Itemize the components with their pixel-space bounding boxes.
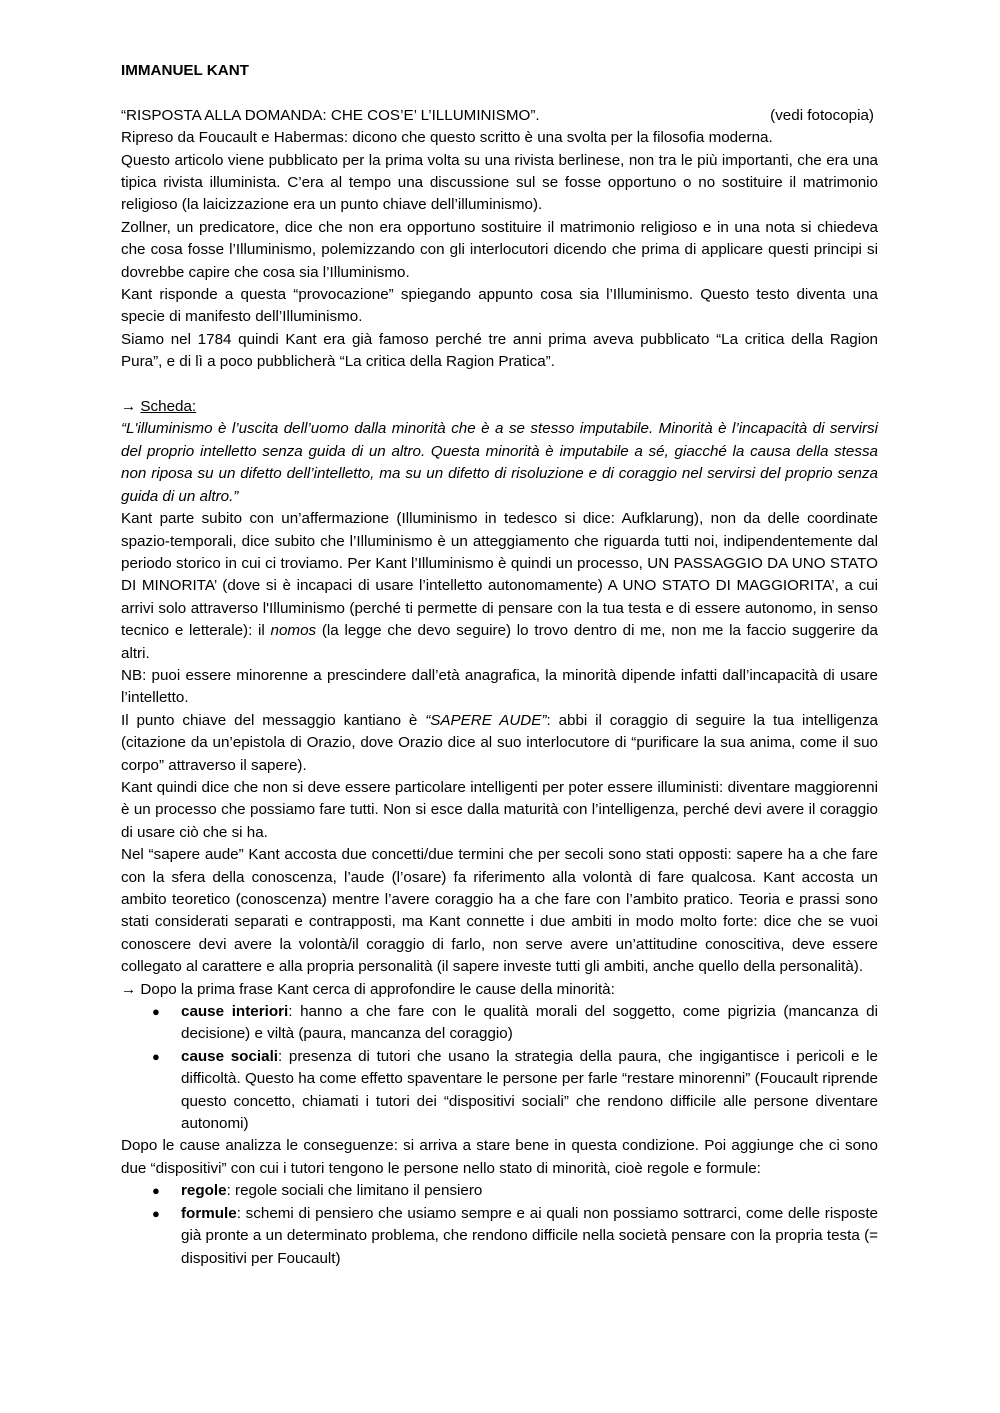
text-run: Il punto chiave del messaggio kantiano è — [121, 711, 426, 729]
list-item — [121, 1203, 878, 1270]
spacer — [121, 374, 878, 396]
text-run: Kant parte subito con un’affermazione (Illuminismo in tedesco si dice: Aufklarung), non da delle coordinate spazio-temporali, dice subito che l’Illuminismo è un atteggiamento che riguarda tutti noi, indipendentemente dal periodo storico in cui ci troviamo. Per Kant l’Illuminismo è quindi un processo, UN PASSAGGIO DA UNO STATO DI MINORITA’ (dove si è incapaci di usare l’intelletto autonomamente) A UNO STATO DI MAGGIORITA’, a cui arrivi solo attraverso l'Illuminismo (perché ti permette di pensare con la tua testa e di essere autonomo, in senso tecnico e letterale): il — [121, 510, 878, 640]
bullet-icon: ● — [152, 1205, 160, 1221]
intro-paragraph-3: Zollner, un predicatore, dice che non era opportuno sostituire il matrimonio religioso e in una nota si chiedeva che cosa fosse l’Illuminismo, polemizzando con gli interlocutori dicendo che prima di applicare questi principi si dovrebbe capire che cosa sia l’Illuminismo. — [121, 218, 878, 281]
paragraph-cause-intro: → Dopo la prima frase Kant cerca di approfondire le cause della minorità: — [121, 980, 615, 998]
intro-paragraph-4: Kant risponde a questa “provocazione” spiegando appunto cosa sia l’Illuminismo. Questo testo diventa una specie di manifesto dell’Illuminismo. — [121, 286, 878, 326]
document-title: IMMANUEL KANT — [121, 62, 249, 79]
paragraph-kant-parte — [121, 508, 878, 665]
paragraph-sapere-aude-concetti: Nel “sapere aude” Kant accosta due concetti/due termini che per secoli sono stati opposti: sapere ha a che fare con la sfera della conoscenza, l’aude (l’osare) fa riferimento alla volontà di fare qualcosa. Kant accosta un ambito teoretico (conoscenza) mentre l’avere coraggio ha a che fare con l’ambito pratico. Teoria e prassi sono stati considerati separati e contrapposti, ma Kant connette i due ambiti in modo molto forte: dice che se vuoi conoscere devi avere la volontà/il coraggio di farlo, non serve avere un’attitudine conoscitiva, deve essere collegato al carattere e alla propria personalità (il sapere investe tutti gli ambiti, anche quello della personalità). — [121, 846, 878, 976]
intro-paragraph-2: Questo articolo viene pubblicato per la prima volta su una rivista berlinese, non tra le più importanti, che era una tipica rivista illuminista. C’era al tempo una discussione sul se fosse opportuno o no sostituire il matrimonio religioso (la laicizzazione era un punto chiave dell’illuminismo). — [121, 151, 878, 214]
paragraph-conseguenze: Dopo le cause analizza le conseguenze: si arriva a stare bene in questa condizione. Poi aggiunge che ci sono due “dispositivi” con cui i tutori tengono le persone nello stato di minorità, cioè regole e formule: — [121, 1137, 878, 1177]
list-item — [121, 1046, 878, 1136]
list-item — [121, 1001, 878, 1046]
list-text: : regole sociali che limitano il pensiero — [226, 1182, 483, 1200]
cause-list — [121, 1001, 878, 1135]
intro-paragraph-5: Siamo nel 1784 quindi Kant era già famoso perché tre anni prima aveva pubblicato “La critica della Ragion Pura”, e di lì a poco pubblicherà “La critica della Ragion Pratica”. — [121, 330, 878, 371]
kant-quote: “L'illuminismo è l’uscita dell’uomo dalla minorità che è a se stesso imputabile. Minorità è l’incapacità di servirsi del proprio intelletto senza guida di un altro. Questa minorità è imputabile a sé, giacché la causa della stessa non riposa su un difetto dell’intelletto, ma su un difetto di risoluzione e di coraggio nel servirsi del proprio senza guida di un altro.” — [121, 420, 878, 505]
bullet-icon: ● — [152, 1048, 160, 1064]
headline-note: (vedi fotocopia) — [770, 106, 874, 124]
document-page — [121, 60, 878, 1270]
text-run: : abbi il coraggio di seguire la tua intelligenza (citazione da un’epistola di Orazio, dove Orazio dice al suo interlocutore di “purificare la sua anima, come il suo corpo” attraverso il sapere). — [121, 711, 878, 774]
emphasis-nomos: nomos — [270, 622, 317, 640]
arrow-icon: → — [121, 398, 137, 416]
intro-paragraph-1: Ripreso da Foucault e Habermas: dicono che questo scritto è una svolta per la filosofia moderna. — [121, 129, 773, 147]
paragraph-sapere-aude — [121, 710, 878, 777]
list-text: : schemi di pensiero che usiamo sempre e ai quali non possiamo sottrarci, come delle risposte già pronte a un determinato problema, che rendono difficile nella società pensare con la propria testa (= dispositivi per Foucault) — [181, 1204, 878, 1267]
list-text: : hanno a che fare con le qualità morali del soggetto, come pigrizia (mancanza di decisione) e viltà (paura, mancanza del coraggio) — [181, 1003, 878, 1043]
list-term: cause interiori — [181, 1003, 289, 1021]
paragraph-nb: NB: puoi essere minorenne a prescindere dall’età anagrafica, la minorità dipende infatti dall’incapacità di usare l’intelletto. — [121, 666, 878, 707]
list-term: formule — [181, 1204, 237, 1222]
text-run: (la legge che devo seguire) lo trovo dentro di me, non me la faccio suggerire da altri. — [121, 622, 878, 662]
list-term: cause sociali — [181, 1047, 279, 1065]
list-item — [121, 1180, 878, 1202]
bullet-icon: ● — [152, 1004, 160, 1020]
bullet-icon: ● — [152, 1183, 160, 1199]
scheda-heading — [121, 396, 878, 418]
list-text: : presenza di tutori che usano la strategia della paura, che ingigantisce i pericoli e le difficoltà. Questo ha come effetto spaventare le persone per farle “restare minorenni” (Foucault riprende questo concetto, chiamati i tutori dei “dispositivi sociali” che rendono difficile alle persone diventare autonomi) — [181, 1047, 878, 1133]
dispositivi-list — [121, 1180, 878, 1270]
emphasis-sapere-aude: “SAPERE AUDE” — [425, 711, 547, 729]
headline-text: “RISPOSTA ALLA DOMANDA: CHE COS’E’ L’ILLUMINISMO”. — [121, 106, 540, 124]
scheda-label: Scheda: — [140, 398, 197, 416]
paragraph-kant-quindi: Kant quindi dice che non si deve essere particolare intelligenti per poter essere illuministi: diventare maggiorenni è un processo che possiamo fare tutti. Non si esce dalla maturità con l’intelligenza, perché devi avere il coraggio di usare ciò che si ha. — [121, 778, 878, 841]
list-term: regole — [181, 1182, 227, 1200]
article-headline — [121, 105, 878, 127]
